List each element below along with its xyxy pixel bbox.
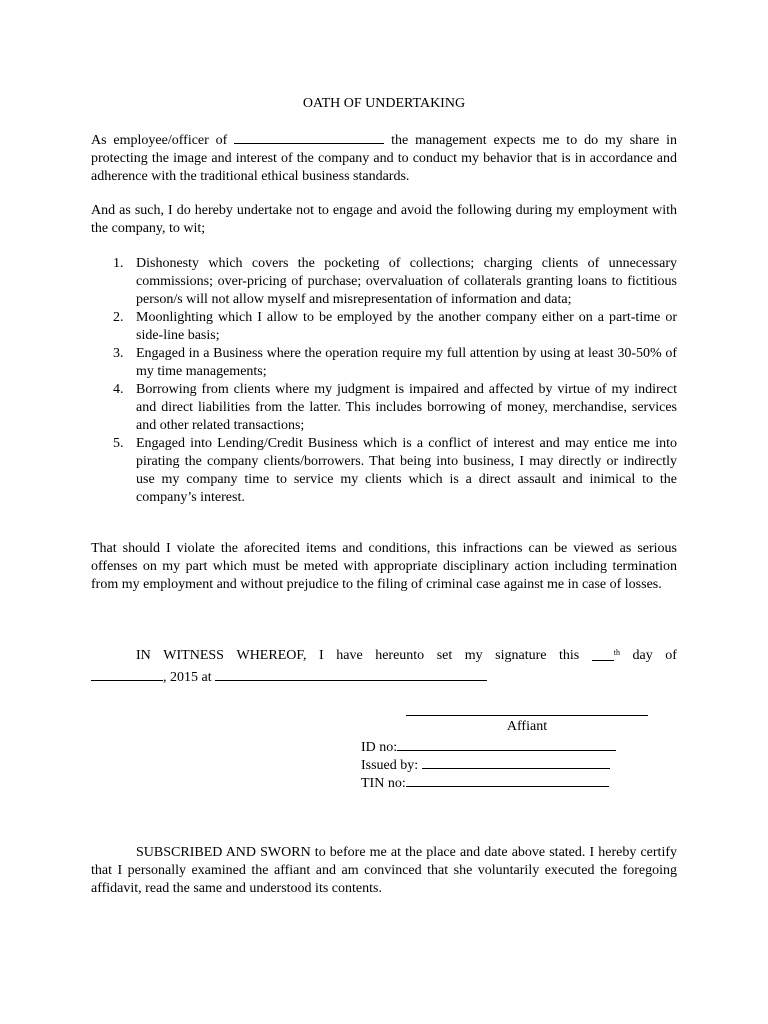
list-item-number: 1. [113, 256, 124, 271]
witness-word: I [319, 648, 324, 663]
witness-word: WITNESS [163, 648, 224, 663]
employer-blank-line[interactable] [234, 130, 384, 144]
id-no-blank-line[interactable] [397, 737, 616, 751]
issued-by-field [361, 755, 610, 775]
tin-no-blank-line[interactable] [406, 773, 609, 787]
id-no-field [361, 737, 616, 757]
tin-no-field [361, 773, 609, 793]
witness-word: day [632, 648, 653, 663]
undertake-paragraph: And as such, I do hereby undertake not to engage and avoid the following during my employment with the company, to wit; [91, 203, 677, 236]
list-item-number: 2. [113, 310, 124, 325]
list-item-text: Engaged into Lending/Credit Business which is a conflict of interest and may entice me into pirating the company clients/borrowers. That being into business, I may directly or indirectly use my company time to service my clients which is a direct assault and inimical to the company’s interest. [136, 436, 677, 505]
prohibited-acts-list [91, 255, 677, 507]
affiant-label: Affiant [506, 719, 548, 734]
violation-paragraph: That should I violate the aforecited items and conditions, this infractions can be viewed as serious offenses on my part which must be meted with appropriate disciplinary action including termination from my employment and without prejudice to the filing of criminal case against me in case of losses. [91, 541, 677, 592]
day-field [592, 647, 620, 667]
tin-no-label: TIN no: [361, 776, 406, 791]
witness-word: my [464, 648, 483, 663]
issued-by-blank-line[interactable] [422, 755, 610, 769]
witness-clause [91, 647, 677, 687]
year-place-text: , 2015 at [163, 670, 212, 685]
witness-word: WHEREOF, [236, 648, 307, 663]
intro-text-before-blank: As employee/officer of [91, 133, 228, 148]
list-item-number: 4. [113, 382, 124, 397]
intro-paragraph [91, 130, 677, 186]
witness-word: of [665, 648, 677, 663]
ordinal-suffix: th [613, 648, 620, 657]
day-blank-line[interactable] [592, 647, 614, 661]
list-item-text: Borrowing from clients where my judgment is impaired and affected by virtue of my indirect and direct liabilities from the latter. This includes borrowing of money, merchandise, services and other related transactions; [136, 382, 677, 433]
list-item-number: 3. [113, 346, 124, 361]
list-item-number: 5. [113, 436, 124, 451]
witness-line-1 [91, 647, 677, 667]
list-item [91, 345, 677, 381]
witness-word: IN [136, 648, 151, 663]
witness-word: set [436, 648, 453, 663]
id-no-label: ID no: [361, 740, 398, 755]
intro-text-after-blank: the management expects me to do my share in protecting the image and interest of the company and to conduct my behavior that is in accordance and adherence with the traditional ethical business standards. [91, 133, 678, 184]
place-blank-line[interactable] [215, 667, 487, 681]
list-item-text: Dishonesty which covers the pocketing of collections; charging clients of unnecessary commissions; over-pricing of purchase; overvaluation of collaterals granting loans to fictitious person/s will not allow myself and misrepresentation of information and data; [136, 256, 677, 307]
issued-by-label: Issued by: [361, 758, 419, 773]
list-item-text: Engaged in a Business where the operation require my full attention by using at least 30-50% of my time managements; [136, 346, 677, 379]
witness-word: hereunto [375, 648, 425, 663]
signature-line[interactable] [406, 715, 648, 716]
witness-line-2 [91, 667, 677, 687]
witness-word: this [559, 648, 580, 663]
witness-word: signature [495, 648, 547, 663]
document-title: OATH OF UNDERTAKING [302, 96, 466, 111]
month-blank-line[interactable] [91, 667, 163, 681]
list-item-text: Moonlighting which I allow to be employed by the another company either on a part-time or side-line basis; [136, 310, 677, 343]
list-item [91, 309, 677, 345]
list-item [91, 255, 677, 309]
sworn-paragraph: SUBSCRIBED AND SWORN to before me at the place and date above stated. I hereby certify that I personally examined the affiant and am convinced that she voluntarily executed the foregoing affidavit, read the same and understood its contents. [91, 845, 677, 896]
witness-word: have [336, 648, 363, 663]
list-item [91, 381, 677, 435]
list-item [91, 435, 677, 507]
